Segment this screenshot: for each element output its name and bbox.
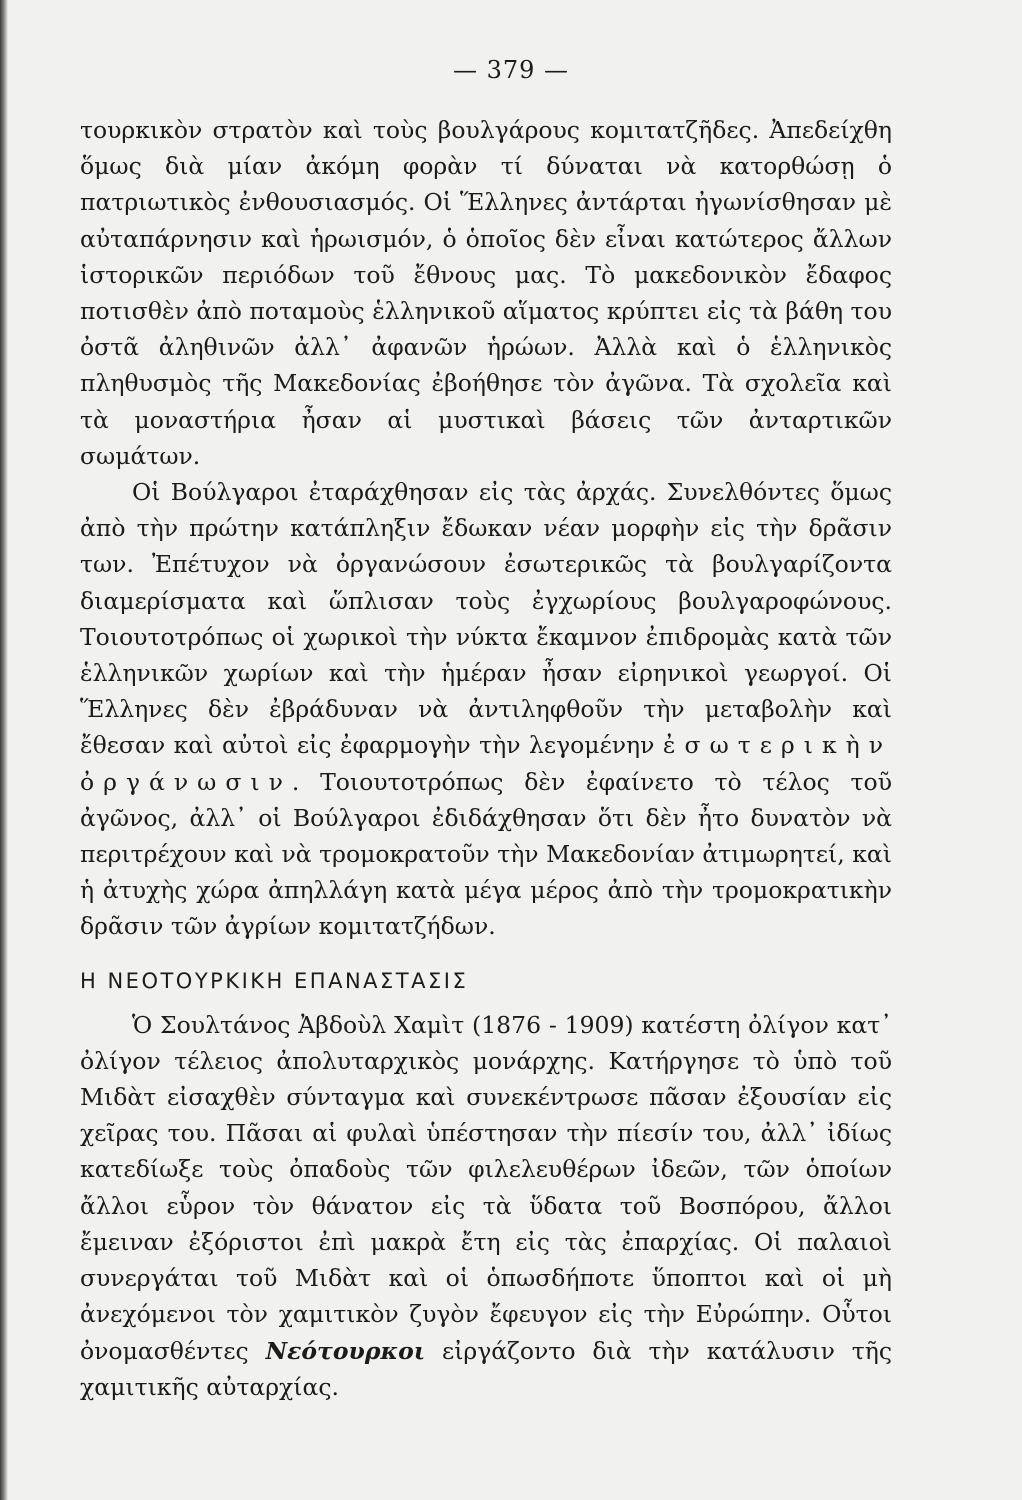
paragraph-1: τουρκικὸν στρατὸν καὶ τοὺς βουλγάρους κομιτατζῆδες. Ἀπεδείχθη ὅμως διὰ μίαν ἀκόμη φορὰν τί δύναται νὰ κατορθώσῃ ὁ πατριωτικὸς ἐνθουσιασμός. Οἱ Ἕλληνες ἀντάρται ἠγωνίσθησαν μὲ αὐταπάρνησιν καὶ ἡρωισμόν, ὁ ὁποῖος δὲν εἶναι κατώτερος ἄλλων ἱστορικῶν περιόδων τοῦ ἔθνους μας. Τὸ μακεδονικὸν ἔδαφος ποτισθὲν ἀπὸ ποταμοὺς ἑλληνικοῦ αἵματος κρύπτει εἰς τὰ βάθη του ὀστᾶ ἀληθινῶν ἀλλ᾽ ἀφανῶν ἡρώων. Ἀλλὰ καὶ ὁ ἑλληνικὸς πληθυσμὸς τῆς Μακεδονίας ἐβοήθησε τὸν ἀγῶνα. Τὰ σχολεῖα καὶ τὰ μοναστήρια ἦσαν αἱ μυστικαὶ βάσεις τῶν ἀνταρτικῶν σωμάτων. bbox=[80, 116, 892, 470]
paragraph-2-text-before: Οἱ Βούλγαροι ἐταράχθησαν εἰς τὰς ἀρχάς. Συνελθόντες ὅμως ἀπὸ τὴν πρώτην κατάπληξιν ἔδωκαν νέαν μορφὴν εἰς τὴν δρᾶσιν των. Ἐπέτυχον νὰ ὀργανώσουν ἐσωτερικῶς τὰ βουλγαρίζοντα διαμερίσματα καὶ ὥπλισαν τοὺς ἐγχωρίους βουλγαροφώνους. Τοιουτοτρόπως οἱ χωρικοὶ τὴν νύκτα ἔκαμνον ἐπιδρομὰς κατὰ τῶν ἑλληνικῶν χωρίων καὶ τὴν ἡμέραν ἦσαν εἰρηνικοὶ γεωργοί. Οἱ Ἕλληνες δὲν ἐβράδυναν νὰ ἀντιληφθοῦν τὴν μεταβολὴν καὶ ἔθεσαν καὶ αὐτοὶ εἰς ἐφαρμογὴν τὴν λεγομένην bbox=[80, 478, 892, 760]
paragraph-3-text-after: εἰργάζοντο διὰ τὴν κατάλυσιν τῆς χαμιτικῆς αὐταρχίας. bbox=[80, 1336, 892, 1401]
paragraph-3-text-before: Ὁ Σουλτάνος Ἀβδοὺλ Χαμὶτ (1876 - 1909) κατέστη ὀλίγον κατ᾽ ὀλίγον τέλειος ἀπολυταρχικὸς μονάρχης. Κατήργησε τὸ ὑπὸ τοῦ Μιδὰτ εἰσαχθὲν σύνταγμα καὶ συνεκέντρωσε πᾶσαν ἐξουσίαν εἰς χεῖρας του. Πᾶσαι αἱ φυλαὶ ὑπέστησαν τὴν πίεσίν του, ἀλλ᾽ ἰδίως κατεδίωξε τοὺς ὀπαδοὺς τῶν φιλελευθέρων ἰδεῶν, τῶν ὁποίων ἄλλοι εὗρον τὸν θάνατον εἰς τὰ ὕδατα τοῦ Βοσπόρου, ἄλλοι ἔμειναν ἐξόριστοι ἐπὶ μακρὰ ἔτη εἰς τὰς ἐπαρχίας. Οἱ παλαιοὶ συνεργάται τοῦ Μιδὰτ καὶ οἱ ὁπωσδήποτε ὕποπτοι καὶ οἱ μὴ ἀνεχόμενοι τὸν χαμιτικὸν ζυγὸν ἔφευγον εἰς τὴν Εὐρώπην. Οὗτοι ὀνομασθέντες bbox=[80, 1010, 892, 1365]
paragraph-2-text-after: . Τοιουτοτρόπως δὲν ἐφαίνετο τὸ τέλος τοῦ ἀγῶνος, ἀλλ᾽ οἱ Βούλγαροι ἐδιδάχθησαν ὅτι δὲν ἦτο δυνατὸν νὰ περιτρέχουν καὶ νὰ τρομοκρατοῦν τὴν Μακεδονίαν ἀτιμωρητεί, καὶ ἡ ἀτυχὴς χώρα ἀπηλλάγη κατὰ μέγα μέρος ἀπὸ τὴν τρομοκρατικὴν δρᾶσιν τῶν ἀγρίων κομιτατζήδων. bbox=[80, 767, 892, 941]
scan-edge-shadow bbox=[0, 0, 8, 1500]
paragraph-2 bbox=[80, 474, 892, 945]
paragraph-2-emphasis: ἐσωτερικὴν ὀργάνωσιν bbox=[80, 731, 892, 796]
section-heading: Η ΝΕΟΤΟΥΡΚΙΚΗ ΕΠΑΝΑΣΤΑΣΙΣ bbox=[80, 968, 469, 993]
paragraph-3-emphasis: Νεότουρκοι bbox=[265, 1336, 426, 1365]
page-number: — 379 — bbox=[452, 56, 570, 84]
page-body bbox=[80, 112, 892, 1405]
paragraph-3 bbox=[80, 1007, 892, 1405]
